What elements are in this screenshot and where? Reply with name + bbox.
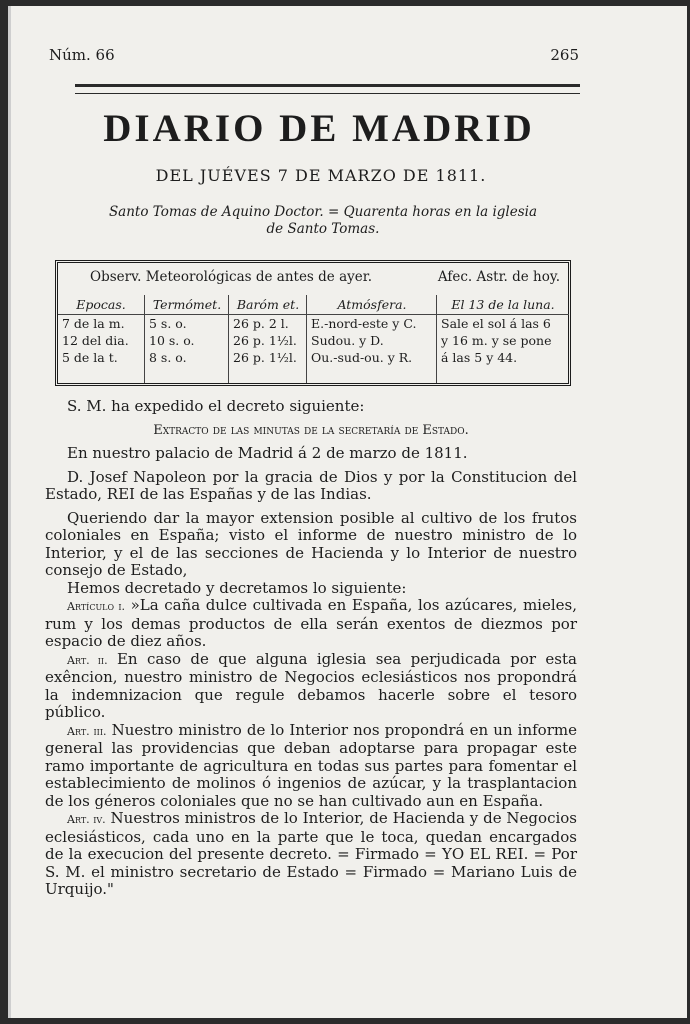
- column-header: Atmósfera.: [307, 295, 437, 315]
- section-heading: Extracto de las minutas de la secretaría de Estado.: [153, 422, 469, 438]
- column-header: Baróm et.: [229, 295, 307, 315]
- masthead-title: DIARIO DE MADRID: [103, 107, 535, 150]
- weather-title-right: Afec. Astr. de hoy.: [437, 269, 560, 285]
- article-label: Art. iv.: [67, 813, 106, 826]
- column-cell: 5 de la t.: [62, 350, 118, 365]
- paragraph: En nuestro palacio de Madrid á 2 de marzo de 1811.: [67, 444, 468, 462]
- paragraph: Queriendo dar la mayor extension posible al cultivo de los frutos coloniales en España; visto el informe de nuestro ministro de lo Interior, y el de las secciones de Hacienda y lo Interior de nuestro consejo de Estado,: [45, 508, 577, 579]
- column-cell: 26 p. 2 l.: [233, 316, 289, 331]
- column-cell: E.-nord-este y C.: [311, 316, 417, 331]
- paragraph: D. Josef Napoleon por la gracia de Dios y por la Constitucion del Estado, REI de las Españas y de las Indias.: [45, 467, 577, 503]
- saint-line-1: Santo Tomas de Aquino Doctor. = Quarenta horas en la iglesia: [108, 204, 538, 220]
- column-cell: 12 del dia.: [62, 333, 129, 348]
- article-label: Art. iii.: [67, 724, 107, 738]
- weather-title-left: Observ. Meteorológicas de antes de ayer.: [90, 269, 373, 285]
- article-2: [45, 651, 577, 722]
- weather-columns: [58, 295, 568, 383]
- column-cell: á las 5 y 44.: [441, 350, 518, 365]
- column-cell: 10 s. o.: [149, 333, 195, 348]
- column-cell: 26 p. 1½l.: [233, 333, 297, 348]
- dateline: DEL JUÉVES 7 DE MARZO DE 1811.: [155, 166, 487, 185]
- column-cell: 5 s. o.: [149, 316, 187, 331]
- column-cell: Sale el sol á las 6: [441, 316, 551, 331]
- article-3: [45, 722, 577, 811]
- article-4: [45, 810, 577, 899]
- article-text: Nuestro ministro de lo Interior nos propondrá en un informe general las providencias que deban adoptarse para propagar este ramo importante de agricultura en todas sus partes para fomentar el establecimiento de molinos ó ingenios de azúcar, y la trasplantacion de los géneros coloniales que no se han cultivado aun en España.: [45, 720, 577, 810]
- article-label: Artículo i.: [67, 600, 125, 613]
- page-number: 265: [550, 46, 579, 64]
- column-cell: Sudou. y D.: [311, 333, 384, 348]
- article-1: [45, 597, 577, 651]
- saint-of-day: [83, 204, 563, 238]
- column-atmosfera: [306, 295, 437, 383]
- column-cell: y 16 m. y se pone: [441, 333, 552, 348]
- column-termometro: [144, 295, 229, 383]
- article-label: Art. ii.: [67, 653, 108, 667]
- header-rule: [75, 84, 580, 94]
- column-cell: Ou.-sud-ou. y R.: [311, 350, 413, 365]
- column-cell: 26 p. 1½l.: [233, 350, 297, 365]
- article-text: En caso de que alguna iglesia sea perjudicada por esta exêncion, nuestro ministro de Negocios eclesiásticos nos propondrá la indemnizacion que regule debamos hacerle sobre el tesoro público.: [45, 649, 577, 721]
- column-epocas: [58, 295, 144, 383]
- article-text: Nuestros ministros de lo Interior, de Hacienda y de Negocios eclesiásticos, cada uno en la parte que le toca, quedan encargados de la execucion del presente decreto. = Firmado = YO EL REI. = Por S. M. el ministro secretario de Estado = Firmado = Mariano Luis de Urquijo.": [45, 809, 577, 898]
- column-header: Termómet.: [145, 295, 229, 315]
- newspaper-page: [8, 6, 687, 1018]
- saint-line-2: de Santo Tomas.: [266, 221, 380, 237]
- weather-table: [55, 260, 571, 386]
- column-header: El 13 de la luna.: [437, 295, 569, 315]
- issue-number: Núm. 66: [49, 46, 115, 64]
- paragraph: S. M. ha expedido el decreto siguiente:: [67, 397, 365, 415]
- column-header: Epocas.: [58, 295, 144, 315]
- column-barometro: [228, 295, 307, 383]
- column-cell: 8 s. o.: [149, 350, 187, 365]
- article-text: »La caña dulce cultivada en España, los azúcares, mieles, rum y los demas productos de ella serán exentos de diezmos por espacio de diez años.: [45, 596, 577, 650]
- column-luna: [436, 295, 569, 383]
- article-body: [45, 398, 577, 899]
- column-cell: 7 de la m.: [62, 316, 125, 331]
- paragraph: Hemos decretado y decretamos lo siguiente:: [67, 578, 407, 597]
